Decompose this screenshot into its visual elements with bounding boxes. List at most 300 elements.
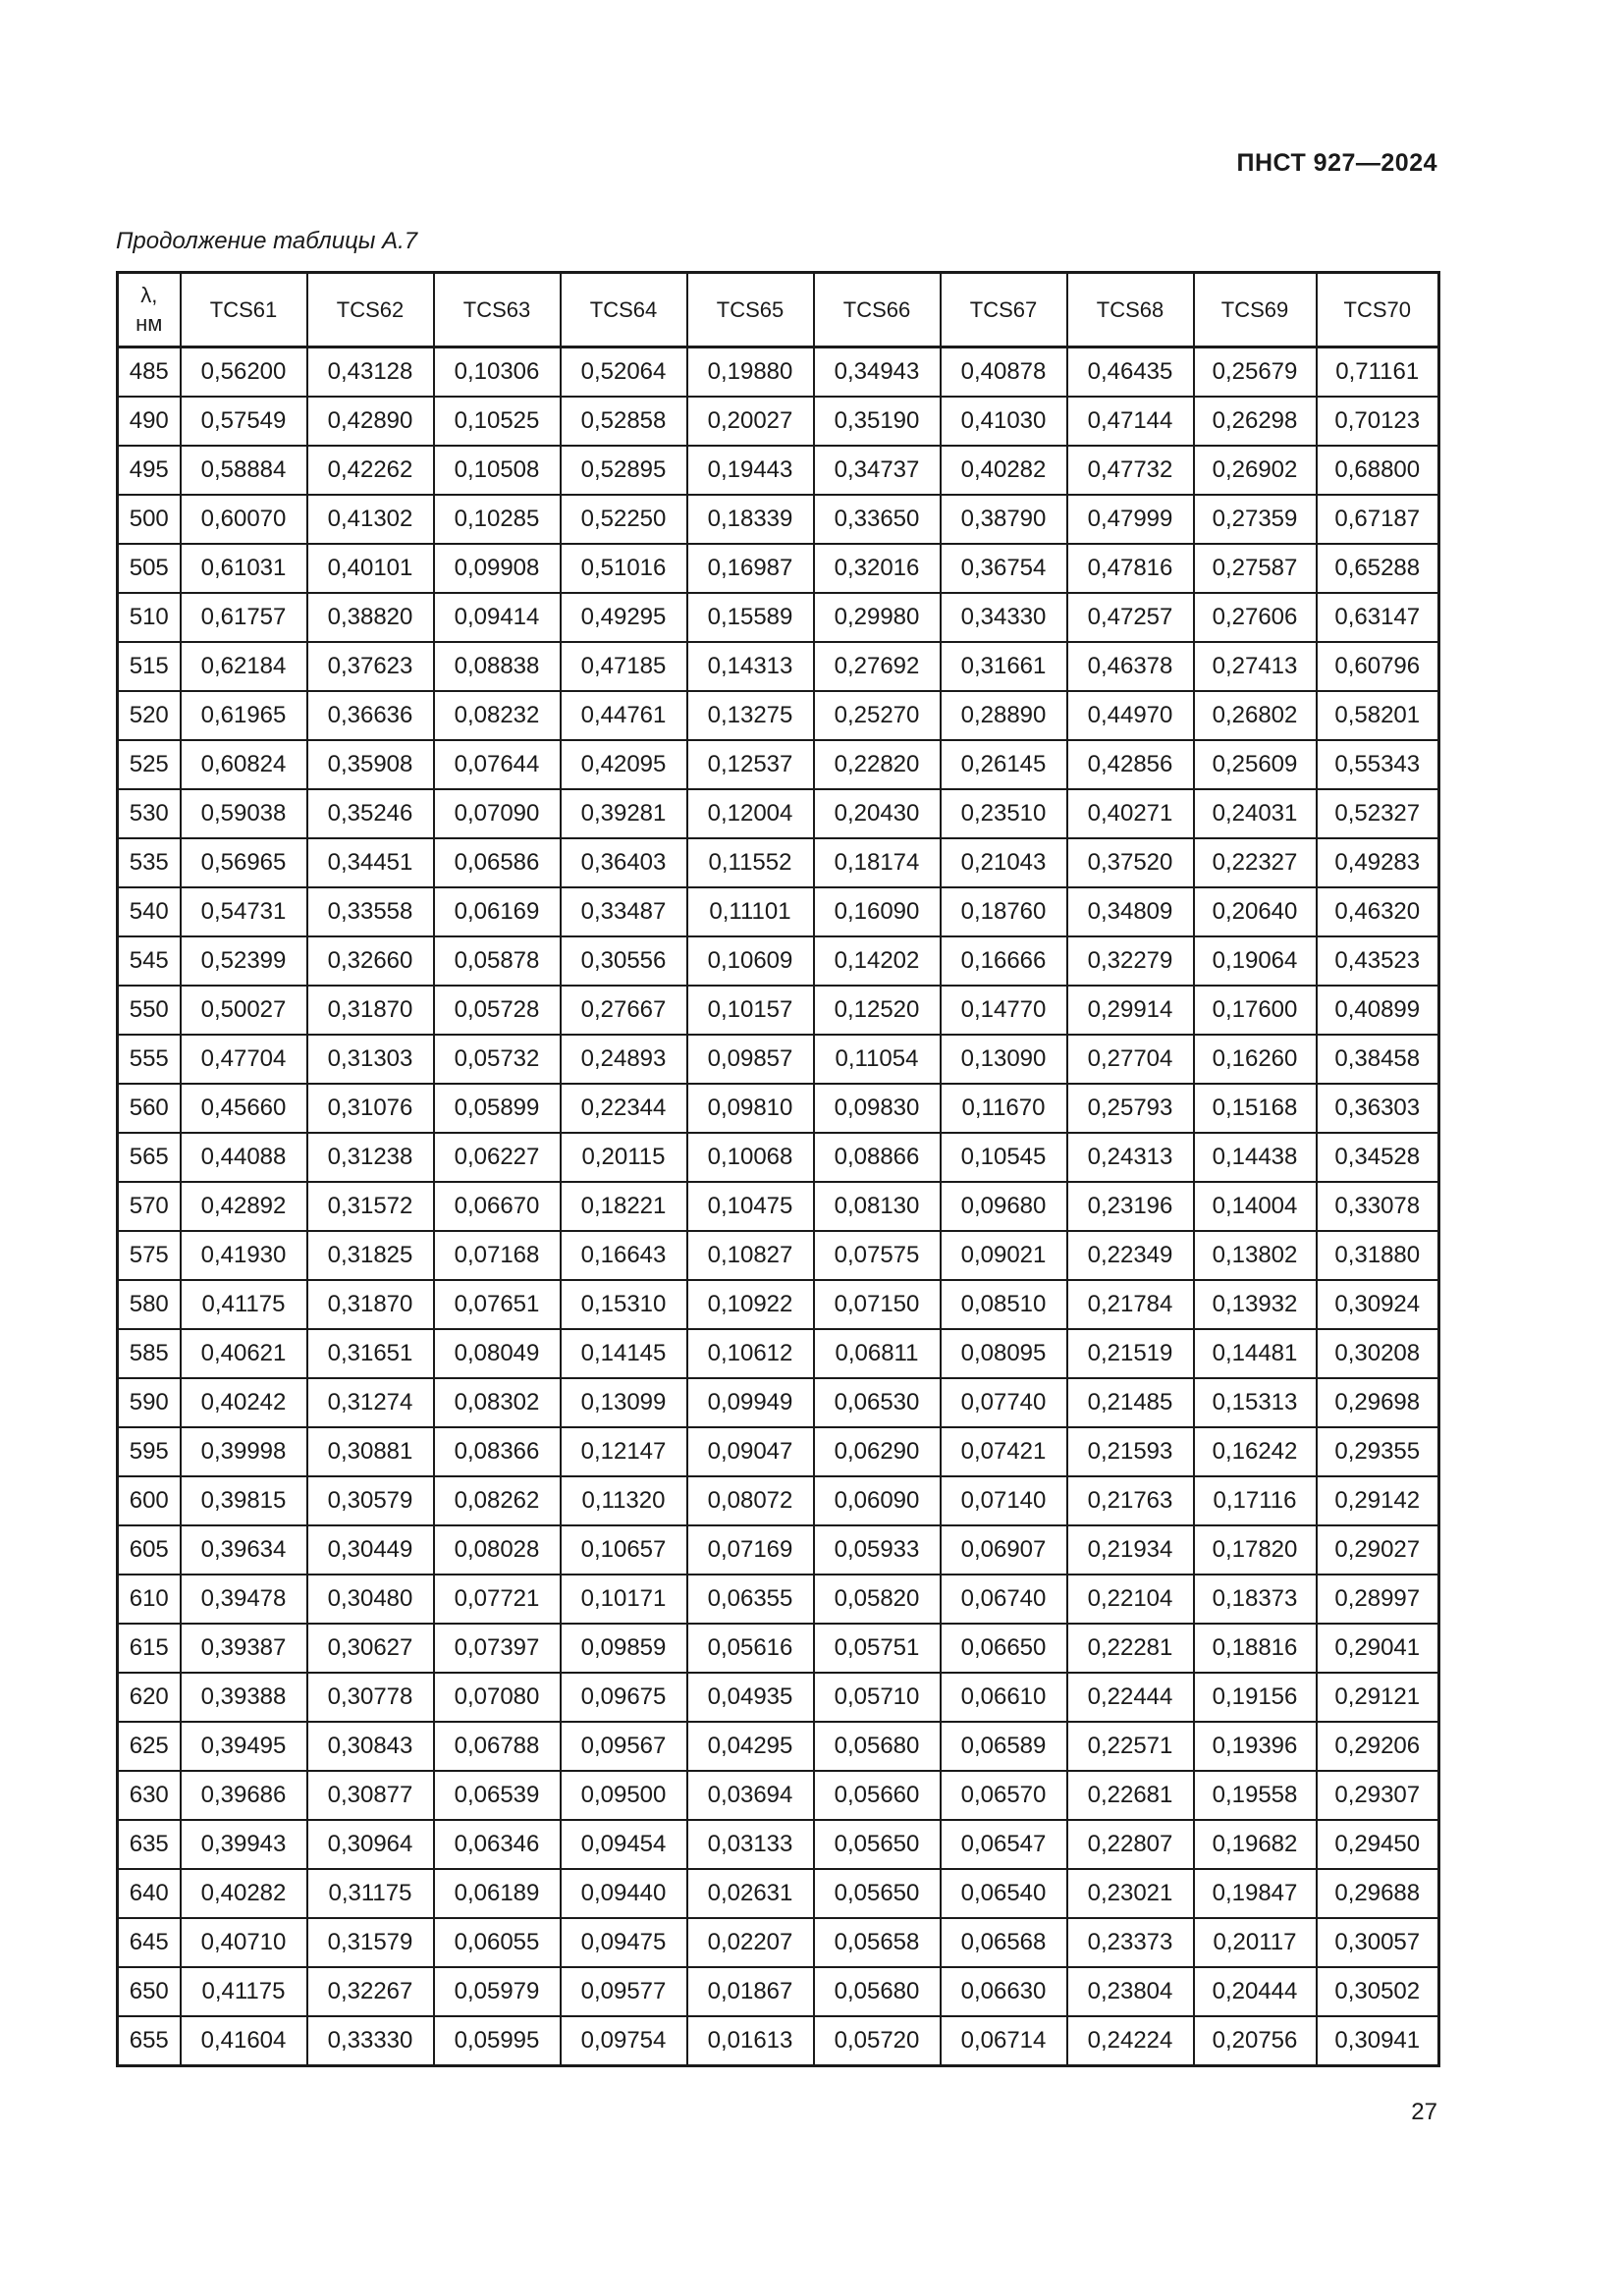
value-cell: 0,21485 (1067, 1378, 1194, 1427)
value-cell: 0,05899 (434, 1084, 561, 1133)
wavelength-cell: 515 (118, 642, 181, 691)
column-header-tcs68: TCS68 (1067, 273, 1194, 347)
value-cell: 0,18221 (561, 1182, 687, 1231)
value-cell: 0,21763 (1067, 1476, 1194, 1525)
value-cell: 0,17116 (1194, 1476, 1317, 1525)
value-cell: 0,38820 (307, 593, 434, 642)
value-cell: 0,22571 (1067, 1722, 1194, 1771)
value-cell: 0,22344 (561, 1084, 687, 1133)
value-cell: 0,30941 (1317, 2016, 1439, 2066)
value-cell: 0,08049 (434, 1329, 561, 1378)
value-cell: 0,09680 (941, 1182, 1067, 1231)
value-cell: 0,60796 (1317, 642, 1439, 691)
value-cell: 0,10285 (434, 495, 561, 544)
value-cell: 0,11320 (561, 1476, 687, 1525)
value-cell: 0,71161 (1317, 347, 1439, 398)
value-cell: 0,09047 (687, 1427, 814, 1476)
value-cell: 0,16643 (561, 1231, 687, 1280)
value-cell: 0,60070 (181, 495, 307, 544)
value-cell: 0,09475 (561, 1918, 687, 1967)
value-cell: 0,34943 (814, 347, 941, 398)
value-cell: 0,05658 (814, 1918, 941, 1967)
value-cell: 0,30480 (307, 1575, 434, 1624)
value-cell: 0,17600 (1194, 986, 1317, 1035)
value-cell: 0,21593 (1067, 1427, 1194, 1476)
value-cell: 0,31651 (307, 1329, 434, 1378)
value-cell: 0,40282 (181, 1869, 307, 1918)
value-cell: 0,60824 (181, 740, 307, 789)
value-cell: 0,07168 (434, 1231, 561, 1280)
value-cell: 0,05650 (814, 1820, 941, 1869)
value-cell: 0,14202 (814, 936, 941, 986)
wavelength-cell: 625 (118, 1722, 181, 1771)
wavelength-cell: 595 (118, 1427, 181, 1476)
value-cell: 0,18760 (941, 887, 1067, 936)
value-cell: 0,05820 (814, 1575, 941, 1624)
wavelength-cell: 555 (118, 1035, 181, 1084)
value-cell: 0,27359 (1194, 495, 1317, 544)
wavelength-column-header (118, 273, 181, 347)
value-cell: 0,36403 (561, 838, 687, 887)
value-cell: 0,08366 (434, 1427, 561, 1476)
value-cell: 0,06355 (687, 1575, 814, 1624)
value-cell: 0,11552 (687, 838, 814, 887)
value-cell: 0,05720 (814, 2016, 941, 2066)
value-cell: 0,23021 (1067, 1869, 1194, 1918)
value-cell: 0,30843 (307, 1722, 434, 1771)
value-cell: 0,39998 (181, 1427, 307, 1476)
value-cell: 0,29914 (1067, 986, 1194, 1035)
value-cell: 0,61757 (181, 593, 307, 642)
value-cell: 0,31579 (307, 1918, 434, 1967)
value-cell: 0,20430 (814, 789, 941, 838)
value-cell: 0,06539 (434, 1771, 561, 1820)
value-cell: 0,43128 (307, 347, 434, 398)
value-cell: 0,09810 (687, 1084, 814, 1133)
value-cell: 0,21043 (941, 838, 1067, 887)
value-cell: 0,09908 (434, 544, 561, 593)
value-cell: 0,36754 (941, 544, 1067, 593)
value-cell: 0,14770 (941, 986, 1067, 1035)
value-cell: 0,18816 (1194, 1624, 1317, 1673)
value-cell: 0,24224 (1067, 2016, 1194, 2066)
value-cell: 0,01867 (687, 1967, 814, 2016)
value-cell: 0,20115 (561, 1133, 687, 1182)
value-cell: 0,29698 (1317, 1378, 1439, 1427)
value-cell: 0,41030 (941, 397, 1067, 446)
value-cell: 0,07575 (814, 1231, 941, 1280)
value-cell: 0,34528 (1317, 1133, 1439, 1182)
wavelength-cell: 540 (118, 887, 181, 936)
value-cell: 0,39634 (181, 1525, 307, 1575)
value-cell: 0,41930 (181, 1231, 307, 1280)
value-cell: 0,07397 (434, 1624, 561, 1673)
table-row (118, 1820, 1439, 1869)
value-cell: 0,05878 (434, 936, 561, 986)
value-cell: 0,22327 (1194, 838, 1317, 887)
value-cell: 0,39387 (181, 1624, 307, 1673)
value-cell: 0,56200 (181, 347, 307, 398)
table-row (118, 1771, 1439, 1820)
value-cell: 0,59038 (181, 789, 307, 838)
value-cell: 0,10475 (687, 1182, 814, 1231)
table-row (118, 1722, 1439, 1771)
table-row (118, 1673, 1439, 1722)
value-cell: 0,19443 (687, 446, 814, 495)
value-cell: 0,18339 (687, 495, 814, 544)
value-cell: 0,44088 (181, 1133, 307, 1182)
value-cell: 0,28890 (941, 691, 1067, 740)
value-cell: 0,32267 (307, 1967, 434, 2016)
value-cell: 0,09567 (561, 1722, 687, 1771)
value-cell: 0,10157 (687, 986, 814, 1035)
value-cell: 0,03694 (687, 1771, 814, 1820)
value-cell: 0,31661 (941, 642, 1067, 691)
column-header-tcs69: TCS69 (1194, 273, 1317, 347)
table-row (118, 887, 1439, 936)
value-cell: 0,05660 (814, 1771, 941, 1820)
value-cell: 0,06227 (434, 1133, 561, 1182)
value-cell: 0,30449 (307, 1525, 434, 1575)
value-cell: 0,20117 (1194, 1918, 1317, 1967)
value-cell: 0,33558 (307, 887, 434, 936)
value-cell: 0,32660 (307, 936, 434, 986)
wavelength-cell: 485 (118, 347, 181, 398)
value-cell: 0,31303 (307, 1035, 434, 1084)
value-cell: 0,16090 (814, 887, 941, 936)
value-cell: 0,35908 (307, 740, 434, 789)
table-row (118, 691, 1439, 740)
value-cell: 0,20444 (1194, 1967, 1317, 2016)
value-cell: 0,05995 (434, 2016, 561, 2066)
wavelength-cell: 575 (118, 1231, 181, 1280)
value-cell: 0,09440 (561, 1869, 687, 1918)
value-cell: 0,40621 (181, 1329, 307, 1378)
table-row (118, 936, 1439, 986)
value-cell: 0,25679 (1194, 347, 1317, 398)
value-cell: 0,44970 (1067, 691, 1194, 740)
value-cell: 0,08866 (814, 1133, 941, 1182)
value-cell: 0,09414 (434, 593, 561, 642)
value-cell: 0,47732 (1067, 446, 1194, 495)
value-cell: 0,67187 (1317, 495, 1439, 544)
value-cell: 0,42890 (307, 397, 434, 446)
wavelength-cell: 520 (118, 691, 181, 740)
value-cell: 0,10657 (561, 1525, 687, 1575)
value-cell: 0,05680 (814, 1967, 941, 2016)
value-cell: 0,14004 (1194, 1182, 1317, 1231)
value-cell: 0,07651 (434, 1280, 561, 1329)
value-cell: 0,39815 (181, 1476, 307, 1525)
value-cell: 0,52250 (561, 495, 687, 544)
wavelength-cell: 620 (118, 1673, 181, 1722)
value-cell: 0,30964 (307, 1820, 434, 1869)
value-cell: 0,16987 (687, 544, 814, 593)
value-cell: 0,27667 (561, 986, 687, 1035)
value-cell: 0,16260 (1194, 1035, 1317, 1084)
value-cell: 0,06547 (941, 1820, 1067, 1869)
value-cell: 0,47999 (1067, 495, 1194, 544)
data-table (116, 271, 1440, 2067)
wavelength-cell: 565 (118, 1133, 181, 1182)
value-cell: 0,14145 (561, 1329, 687, 1378)
value-cell: 0,05710 (814, 1673, 941, 1722)
wavelength-cell: 585 (118, 1329, 181, 1378)
value-cell: 0,07169 (687, 1525, 814, 1575)
value-cell: 0,06169 (434, 887, 561, 936)
table-row (118, 1624, 1439, 1673)
wavelength-cell: 645 (118, 1918, 181, 1967)
value-cell: 0,30627 (307, 1624, 434, 1673)
value-cell: 0,23804 (1067, 1967, 1194, 2016)
table-row (118, 397, 1439, 446)
value-cell: 0,55343 (1317, 740, 1439, 789)
value-cell: 0,06670 (434, 1182, 561, 1231)
value-cell: 0,43523 (1317, 936, 1439, 986)
value-cell: 0,08302 (434, 1378, 561, 1427)
value-cell: 0,20756 (1194, 2016, 1317, 2066)
value-cell: 0,41302 (307, 495, 434, 544)
wavelength-cell: 530 (118, 789, 181, 838)
wavelength-cell: 640 (118, 1869, 181, 1918)
value-cell: 0,61031 (181, 544, 307, 593)
table-row (118, 1378, 1439, 1427)
value-cell: 0,29688 (1317, 1869, 1439, 1918)
value-cell: 0,47185 (561, 642, 687, 691)
value-cell: 0,68800 (1317, 446, 1439, 495)
value-cell: 0,24893 (561, 1035, 687, 1084)
wavelength-cell: 505 (118, 544, 181, 593)
value-cell: 0,36303 (1317, 1084, 1439, 1133)
wavelength-cell: 615 (118, 1624, 181, 1673)
table-caption: Продолжение таблицы А.7 (116, 228, 418, 254)
value-cell: 0,09577 (561, 1967, 687, 2016)
value-cell: 0,58201 (1317, 691, 1439, 740)
value-cell: 0,22681 (1067, 1771, 1194, 1820)
value-cell: 0,39495 (181, 1722, 307, 1771)
value-cell: 0,08262 (434, 1476, 561, 1525)
value-cell: 0,17820 (1194, 1525, 1317, 1575)
value-cell: 0,20027 (687, 397, 814, 446)
value-cell: 0,16666 (941, 936, 1067, 986)
value-cell: 0,07150 (814, 1280, 941, 1329)
value-cell: 0,57549 (181, 397, 307, 446)
column-header-tcs66: TCS66 (814, 273, 941, 347)
value-cell: 0,37520 (1067, 838, 1194, 887)
value-cell: 0,09675 (561, 1673, 687, 1722)
wavelength-cell: 570 (118, 1182, 181, 1231)
column-header-tcs70: TCS70 (1317, 273, 1439, 347)
value-cell: 0,22281 (1067, 1624, 1194, 1673)
value-cell: 0,39281 (561, 789, 687, 838)
table-row (118, 544, 1439, 593)
value-cell: 0,16242 (1194, 1427, 1317, 1476)
wavelength-cell: 500 (118, 495, 181, 544)
wavelength-cell: 655 (118, 2016, 181, 2066)
value-cell: 0,47704 (181, 1035, 307, 1084)
value-cell: 0,14313 (687, 642, 814, 691)
value-cell: 0,13802 (1194, 1231, 1317, 1280)
value-cell: 0,08095 (941, 1329, 1067, 1378)
value-cell: 0,11054 (814, 1035, 941, 1084)
value-cell: 0,32279 (1067, 936, 1194, 986)
value-cell: 0,41604 (181, 2016, 307, 2066)
value-cell: 0,10306 (434, 347, 561, 398)
value-cell: 0,52064 (561, 347, 687, 398)
value-cell: 0,09859 (561, 1624, 687, 1673)
value-cell: 0,12520 (814, 986, 941, 1035)
wavelength-symbol: λ, (140, 282, 158, 307)
value-cell: 0,31274 (307, 1378, 434, 1427)
value-cell: 0,05979 (434, 1967, 561, 2016)
value-cell: 0,10171 (561, 1575, 687, 1624)
table-row (118, 593, 1439, 642)
value-cell: 0,46435 (1067, 347, 1194, 398)
value-cell: 0,29142 (1317, 1476, 1439, 1525)
value-cell: 0,41175 (181, 1280, 307, 1329)
value-cell: 0,10612 (687, 1329, 814, 1378)
value-cell: 0,25793 (1067, 1084, 1194, 1133)
value-cell: 0,05650 (814, 1869, 941, 1918)
value-cell: 0,21784 (1067, 1280, 1194, 1329)
value-cell: 0,34330 (941, 593, 1067, 642)
value-cell: 0,07080 (434, 1673, 561, 1722)
value-cell: 0,38790 (941, 495, 1067, 544)
value-cell: 0,07740 (941, 1378, 1067, 1427)
value-cell: 0,06610 (941, 1673, 1067, 1722)
wavelength-cell: 610 (118, 1575, 181, 1624)
value-cell: 0,31175 (307, 1869, 434, 1918)
value-cell: 0,29980 (814, 593, 941, 642)
value-cell: 0,06907 (941, 1525, 1067, 1575)
page-number: 27 (1411, 2099, 1437, 2125)
table-body (118, 347, 1439, 2066)
value-cell: 0,49283 (1317, 838, 1439, 887)
wavelength-cell: 490 (118, 397, 181, 446)
column-header-tcs63: TCS63 (434, 273, 561, 347)
wavelength-cell: 545 (118, 936, 181, 986)
value-cell: 0,10525 (434, 397, 561, 446)
value-cell: 0,06568 (941, 1918, 1067, 1967)
wavelength-unit: нм (135, 310, 163, 336)
value-cell: 0,03133 (687, 1820, 814, 1869)
value-cell: 0,19156 (1194, 1673, 1317, 1722)
value-cell: 0,10609 (687, 936, 814, 986)
value-cell: 0,40710 (181, 1918, 307, 1967)
value-cell: 0,27692 (814, 642, 941, 691)
value-cell: 0,30208 (1317, 1329, 1439, 1378)
value-cell: 0,65288 (1317, 544, 1439, 593)
table-row (118, 1575, 1439, 1624)
value-cell: 0,56965 (181, 838, 307, 887)
value-cell: 0,05732 (434, 1035, 561, 1084)
value-cell: 0,54731 (181, 887, 307, 936)
value-cell: 0,31238 (307, 1133, 434, 1182)
value-cell: 0,15168 (1194, 1084, 1317, 1133)
value-cell: 0,27587 (1194, 544, 1317, 593)
value-cell: 0,14481 (1194, 1329, 1317, 1378)
value-cell: 0,13090 (941, 1035, 1067, 1084)
value-cell: 0,22104 (1067, 1575, 1194, 1624)
value-cell: 0,70123 (1317, 397, 1439, 446)
value-cell: 0,23373 (1067, 1918, 1194, 1967)
value-cell: 0,09500 (561, 1771, 687, 1820)
value-cell: 0,14438 (1194, 1133, 1317, 1182)
value-cell: 0,24031 (1194, 789, 1317, 838)
value-cell: 0,49295 (561, 593, 687, 642)
value-cell: 0,27704 (1067, 1035, 1194, 1084)
value-cell: 0,39686 (181, 1771, 307, 1820)
value-cell: 0,39388 (181, 1673, 307, 1722)
value-cell: 0,13275 (687, 691, 814, 740)
table-row (118, 1525, 1439, 1575)
value-cell: 0,52858 (561, 397, 687, 446)
value-cell: 0,35190 (814, 397, 941, 446)
value-cell: 0,25270 (814, 691, 941, 740)
column-header-tcs61: TCS61 (181, 273, 307, 347)
value-cell: 0,12004 (687, 789, 814, 838)
table-row (118, 838, 1439, 887)
value-cell: 0,19682 (1194, 1820, 1317, 1869)
value-cell: 0,11670 (941, 1084, 1067, 1133)
value-cell: 0,06055 (434, 1918, 561, 1967)
value-cell: 0,23510 (941, 789, 1067, 838)
value-cell: 0,24313 (1067, 1133, 1194, 1182)
value-cell: 0,06589 (941, 1722, 1067, 1771)
value-cell: 0,40271 (1067, 789, 1194, 838)
value-cell: 0,08028 (434, 1525, 561, 1575)
value-cell: 0,29206 (1317, 1722, 1439, 1771)
value-cell: 0,51016 (561, 544, 687, 593)
value-cell: 0,07090 (434, 789, 561, 838)
value-cell: 0,06290 (814, 1427, 941, 1476)
value-cell: 0,34451 (307, 838, 434, 887)
table-row (118, 446, 1439, 495)
value-cell: 0,27606 (1194, 593, 1317, 642)
value-cell: 0,34737 (814, 446, 941, 495)
value-cell: 0,33330 (307, 2016, 434, 2066)
table-row (118, 1427, 1439, 1476)
value-cell: 0,21934 (1067, 1525, 1194, 1575)
value-cell: 0,10068 (687, 1133, 814, 1182)
value-cell: 0,06630 (941, 1967, 1067, 2016)
value-cell: 0,06570 (941, 1771, 1067, 1820)
value-cell: 0,30502 (1317, 1967, 1439, 2016)
table-row (118, 1280, 1439, 1329)
value-cell: 0,02207 (687, 1918, 814, 1967)
wavelength-cell: 630 (118, 1771, 181, 1820)
wavelength-cell: 560 (118, 1084, 181, 1133)
wavelength-cell: 635 (118, 1820, 181, 1869)
value-cell: 0,46378 (1067, 642, 1194, 691)
value-cell: 0,07421 (941, 1427, 1067, 1476)
value-cell: 0,30881 (307, 1427, 434, 1476)
value-cell: 0,46320 (1317, 887, 1439, 936)
value-cell: 0,39943 (181, 1820, 307, 1869)
table-row (118, 1869, 1439, 1918)
table-row (118, 1967, 1439, 2016)
value-cell: 0,09830 (814, 1084, 941, 1133)
value-cell: 0,21519 (1067, 1329, 1194, 1378)
value-cell: 0,12147 (561, 1427, 687, 1476)
wavelength-cell: 580 (118, 1280, 181, 1329)
value-cell: 0,31870 (307, 986, 434, 1035)
value-cell: 0,31825 (307, 1231, 434, 1280)
value-cell: 0,07644 (434, 740, 561, 789)
value-cell: 0,05728 (434, 986, 561, 1035)
value-cell: 0,33487 (561, 887, 687, 936)
table-row (118, 986, 1439, 1035)
